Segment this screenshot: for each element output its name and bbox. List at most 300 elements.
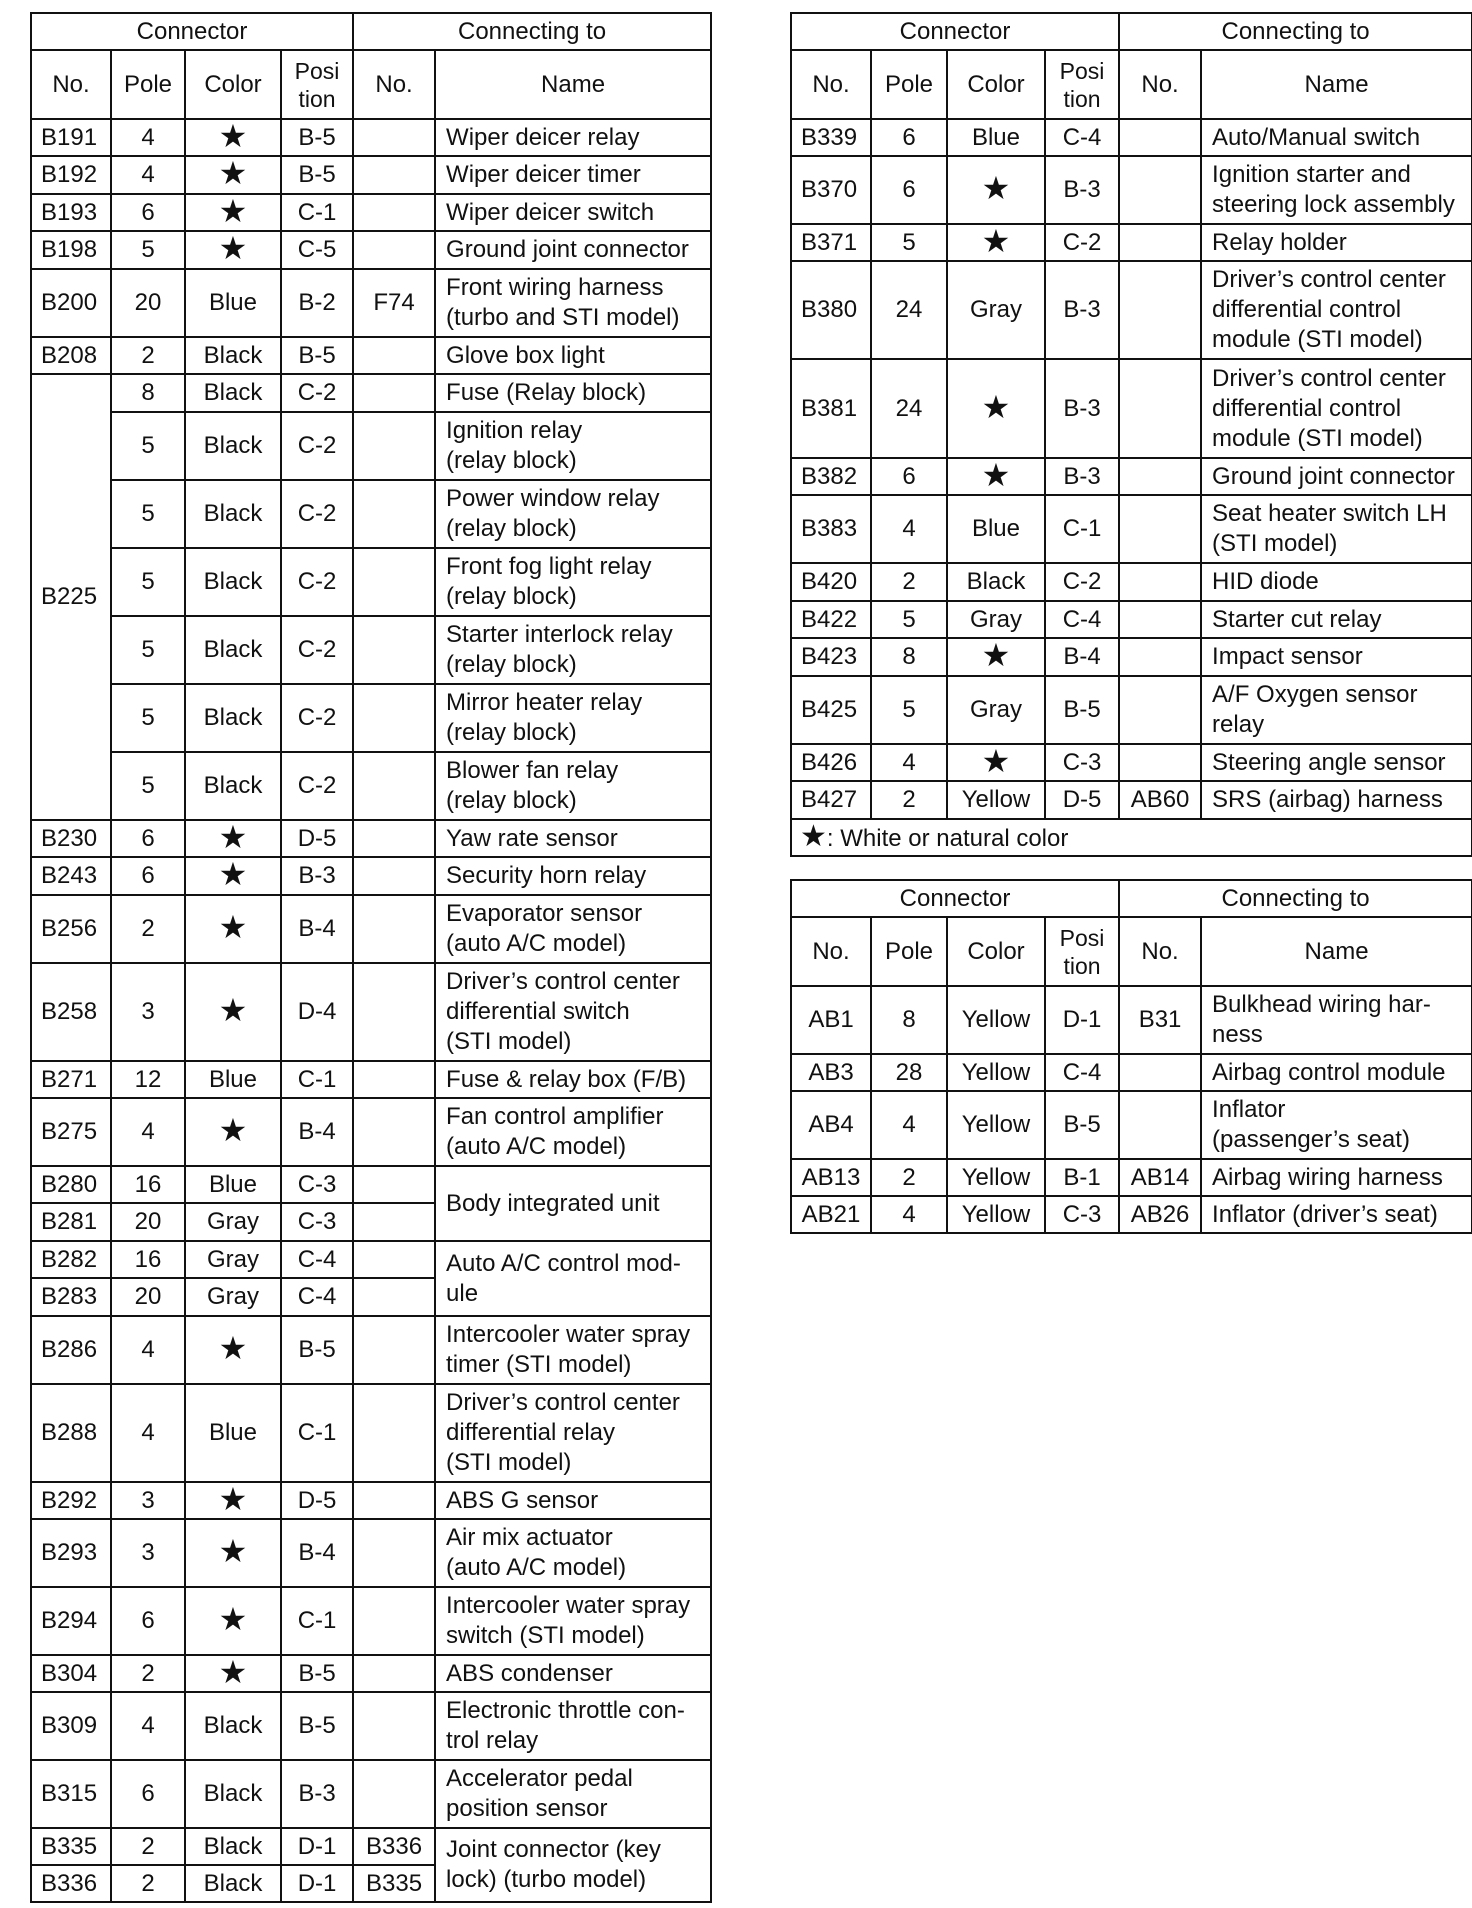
pole-count: 24 (871, 359, 947, 458)
connecting-name: Inflator (passenger’s seat) (1201, 1091, 1472, 1159)
table-row (791, 1054, 1472, 1091)
connecting-no (353, 156, 435, 194)
pole-count: 4 (111, 119, 185, 156)
connector-no: B230 (31, 820, 111, 857)
position: C-1 (1045, 495, 1119, 563)
pole-count: 4 (871, 1196, 947, 1233)
connecting-no (353, 1482, 435, 1519)
connecting-name: Security horn relay (435, 857, 711, 895)
pole-count: 4 (111, 1098, 185, 1166)
table-row (31, 194, 711, 231)
connecting-no (353, 194, 435, 231)
table-row (31, 1655, 711, 1692)
connector-no: B281 (31, 1203, 111, 1241)
header-no: No. (31, 50, 111, 119)
connector-no: B380 (791, 261, 871, 359)
pole-count: 20 (111, 1278, 185, 1316)
pole-count: 4 (111, 156, 185, 194)
connector-no: B243 (31, 857, 111, 895)
connecting-no (353, 119, 435, 156)
connector-no: AB3 (791, 1054, 871, 1091)
connector-no: B275 (31, 1098, 111, 1166)
table-row (31, 1519, 711, 1587)
position: C-2 (281, 412, 353, 480)
position: B-4 (1045, 638, 1119, 676)
position: B-5 (281, 1692, 353, 1760)
header-to-no: No. (353, 50, 435, 119)
position: C-2 (281, 684, 353, 752)
connecting-no (353, 1241, 435, 1278)
pole-count: 20 (111, 269, 185, 337)
pole-count: 6 (111, 857, 185, 895)
header-to-no: No. (1119, 50, 1201, 119)
connecting-name: Driver’s control center differential switch (STI model) (435, 963, 711, 1061)
table-row (791, 495, 1472, 563)
connector-no: B304 (31, 1655, 111, 1692)
connecting-name: Impact sensor (1201, 638, 1472, 676)
header-connecting-to: Connecting to (353, 13, 711, 50)
color: Gray (185, 1278, 281, 1316)
color: Gray (947, 261, 1045, 359)
pole-count: 4 (871, 495, 947, 563)
pole-count: 2 (111, 895, 185, 963)
position: B-2 (281, 269, 353, 337)
pole-count: 2 (111, 1655, 185, 1692)
connecting-name: Accelerator pedal position sensor (435, 1760, 711, 1828)
star-icon: ★ (185, 820, 281, 857)
connector-no: B198 (31, 231, 111, 269)
header-pole: Pole (871, 917, 947, 986)
position: B-4 (281, 1519, 353, 1587)
star-icon: ★ (185, 1482, 281, 1519)
pole-count: 4 (871, 744, 947, 781)
star-icon: ★ (185, 1655, 281, 1692)
table-row (31, 684, 711, 752)
position: B-3 (1045, 458, 1119, 495)
table-row (31, 1098, 711, 1166)
position: D-5 (281, 1482, 353, 1519)
connecting-name: Glove box light (435, 337, 711, 374)
pole-count: 5 (871, 224, 947, 261)
star-icon: ★ (185, 1098, 281, 1166)
color: Black (185, 752, 281, 820)
pole-count: 8 (871, 638, 947, 676)
connecting-no: B336 (353, 1828, 435, 1865)
color: Black (185, 337, 281, 374)
position: C-2 (281, 752, 353, 820)
connector-no: B256 (31, 895, 111, 963)
connector-no: AB21 (791, 1196, 871, 1233)
color: Black (185, 1692, 281, 1760)
table-row (791, 156, 1472, 224)
connecting-no: AB26 (1119, 1196, 1201, 1233)
connecting-no (353, 412, 435, 480)
table-row (31, 1061, 711, 1098)
star-icon: ★ (947, 224, 1045, 261)
connecting-no (353, 548, 435, 616)
position: B-3 (1045, 156, 1119, 224)
color: Yellow (947, 781, 1045, 819)
table-row (31, 119, 711, 156)
position: C-3 (281, 1166, 353, 1203)
pole-count: 20 (111, 1203, 185, 1241)
header-name: Name (435, 50, 711, 119)
connecting-no: AB60 (1119, 781, 1201, 819)
pole-count: 4 (111, 1692, 185, 1760)
pole-count: 28 (871, 1054, 947, 1091)
table-row (791, 1196, 1472, 1233)
position: B-1 (1045, 1159, 1119, 1196)
pole-count: 4 (871, 1091, 947, 1159)
table-row (791, 224, 1472, 261)
connecting-name: Auto A/C control mod- ule (435, 1241, 711, 1316)
connector-no: B381 (791, 359, 871, 458)
connector-no: B423 (791, 638, 871, 676)
pole-count: 2 (111, 1865, 185, 1902)
position: C-2 (281, 616, 353, 684)
connector-no: B271 (31, 1061, 111, 1098)
connector-no: B283 (31, 1278, 111, 1316)
connecting-name: Power window relay (relay block) (435, 480, 711, 548)
position: C-4 (1045, 601, 1119, 638)
header-position: Posi tion (281, 50, 353, 119)
star-icon: ★ (185, 895, 281, 963)
table-row (31, 1241, 711, 1278)
connecting-no (353, 1316, 435, 1384)
connecting-no (1119, 495, 1201, 563)
connecting-no (353, 1760, 435, 1828)
connecting-name: Fuse (Relay block) (435, 374, 711, 412)
connector-no: B383 (791, 495, 871, 563)
pole-count: 5 (111, 616, 185, 684)
star-icon: ★ (185, 194, 281, 231)
header-connecting-to: Connecting to (1119, 13, 1472, 50)
connector-no: B339 (791, 119, 871, 156)
table-row (31, 548, 711, 616)
position: C-1 (281, 194, 353, 231)
connector-no: B315 (31, 1760, 111, 1828)
color: Black (185, 684, 281, 752)
legend (791, 819, 1472, 856)
connecting-name: Steering angle sensor (1201, 744, 1472, 781)
table-row (31, 963, 711, 1061)
star-icon: ★ (185, 857, 281, 895)
connecting-no (1119, 458, 1201, 495)
position: C-3 (281, 1203, 353, 1241)
connector-no: B370 (791, 156, 871, 224)
legend-row (791, 819, 1472, 856)
color: Yellow (947, 1054, 1045, 1091)
color: Gray (185, 1203, 281, 1241)
pole-count: 5 (111, 684, 185, 752)
position: C-2 (1045, 563, 1119, 601)
pole-count: 3 (111, 1482, 185, 1519)
pole-count: 3 (111, 963, 185, 1061)
position: C-1 (281, 1061, 353, 1098)
table-row (791, 1091, 1472, 1159)
position: B-5 (1045, 1091, 1119, 1159)
connector-no: B425 (791, 676, 871, 744)
header-color: Color (947, 50, 1045, 119)
connecting-no (353, 1587, 435, 1655)
connecting-name: Fan control amplifier (auto A/C model) (435, 1098, 711, 1166)
position: B-4 (281, 1098, 353, 1166)
connector-no: B282 (31, 1241, 111, 1278)
color: Black (185, 1865, 281, 1902)
position: B-5 (281, 1655, 353, 1692)
connecting-no (1119, 119, 1201, 156)
connecting-no: B31 (1119, 986, 1201, 1054)
table-row (791, 986, 1472, 1054)
connecting-name: ABS G sensor (435, 1482, 711, 1519)
connector-no: B288 (31, 1384, 111, 1482)
table-row (31, 412, 711, 480)
position: B-5 (281, 156, 353, 194)
color: Gray (185, 1241, 281, 1278)
connecting-name: Driver’s control center differential control module (STI model) (1201, 261, 1472, 359)
connecting-name: Wiper deicer relay (435, 119, 711, 156)
table-row (791, 563, 1472, 601)
connector-no: B286 (31, 1316, 111, 1384)
connector-no: B192 (31, 156, 111, 194)
position: C-4 (1045, 1054, 1119, 1091)
table-row (31, 269, 711, 337)
header-name: Name (1201, 50, 1472, 119)
pole-count: 2 (871, 781, 947, 819)
connecting-no (353, 1278, 435, 1316)
connector-no: B292 (31, 1482, 111, 1519)
position: B-3 (281, 857, 353, 895)
connector-no: B258 (31, 963, 111, 1061)
pole-count: 16 (111, 1166, 185, 1203)
position: B-3 (1045, 359, 1119, 458)
color: Gray (947, 601, 1045, 638)
connecting-name: Auto/Manual switch (1201, 119, 1472, 156)
color: Black (185, 1760, 281, 1828)
star-icon: ★ (185, 1587, 281, 1655)
connecting-name: Body integrated unit (435, 1166, 711, 1241)
connecting-no (353, 1655, 435, 1692)
pole-count: 8 (871, 986, 947, 1054)
connecting-name: A/F Oxygen sensor relay (1201, 676, 1472, 744)
position: C-3 (1045, 1196, 1119, 1233)
header-connecting-to: Connecting to (1119, 880, 1472, 917)
connecting-no (353, 1384, 435, 1482)
color: Yellow (947, 986, 1045, 1054)
connecting-no (353, 895, 435, 963)
position: C-1 (281, 1587, 353, 1655)
table-row (791, 676, 1472, 744)
connecting-name: Airbag control module (1201, 1054, 1472, 1091)
pole-count: 24 (871, 261, 947, 359)
connector-table-right (790, 12, 1472, 857)
table-row (31, 820, 711, 857)
table-row (31, 1482, 711, 1519)
connecting-name: Front wiring harness (turbo and STI model) (435, 269, 711, 337)
connecting-name: Evaporator sensor (auto A/C model) (435, 895, 711, 963)
position: C-2 (281, 548, 353, 616)
color: Black (185, 1828, 281, 1865)
connecting-no: AB14 (1119, 1159, 1201, 1196)
connector-no: B422 (791, 601, 871, 638)
connecting-no (1119, 676, 1201, 744)
connecting-name: SRS (airbag) harness (1201, 781, 1472, 819)
header-color: Color (947, 917, 1045, 986)
table-row (791, 601, 1472, 638)
table-row (31, 1587, 711, 1655)
color: Blue (947, 119, 1045, 156)
position: D-4 (281, 963, 353, 1061)
connecting-name: ABS condenser (435, 1655, 711, 1692)
table-row (31, 480, 711, 548)
connecting-no: F74 (353, 269, 435, 337)
header-no: No. (791, 50, 871, 119)
connecting-no (353, 820, 435, 857)
header-position: Posi tion (1045, 917, 1119, 986)
connecting-name: Mirror heater relay (relay block) (435, 684, 711, 752)
table-row (31, 1384, 711, 1482)
star-icon: ★ (185, 1316, 281, 1384)
connector-no: B420 (791, 563, 871, 601)
position: D-1 (1045, 986, 1119, 1054)
pole-count: 4 (111, 1316, 185, 1384)
connecting-no (353, 684, 435, 752)
header-connector: Connector (791, 13, 1119, 50)
connecting-name: Intercooler water spray switch (STI model) (435, 1587, 711, 1655)
header-position: Posi tion (1045, 50, 1119, 119)
position: B-3 (1045, 261, 1119, 359)
position: B-5 (1045, 676, 1119, 744)
position: B-4 (281, 895, 353, 963)
color: Black (185, 480, 281, 548)
connecting-no (353, 1519, 435, 1587)
pole-count: 2 (871, 1159, 947, 1196)
connector-no: AB4 (791, 1091, 871, 1159)
position: C-3 (1045, 744, 1119, 781)
pole-count: 6 (871, 458, 947, 495)
position: B-5 (281, 119, 353, 156)
connecting-no (1119, 563, 1201, 601)
connecting-no (353, 337, 435, 374)
connector-no: AB13 (791, 1159, 871, 1196)
table-row (791, 1159, 1472, 1196)
table-row (31, 1692, 711, 1760)
table-row (31, 616, 711, 684)
star-icon: ★ (947, 156, 1045, 224)
pole-count: 16 (111, 1241, 185, 1278)
header-pole: Pole (871, 50, 947, 119)
table-row (31, 156, 711, 194)
table-row (31, 1166, 711, 1203)
pole-count: 6 (871, 156, 947, 224)
connecting-name: Joint connector (key lock) (turbo model) (435, 1828, 711, 1902)
table-row (31, 337, 711, 374)
connector-no: B382 (791, 458, 871, 495)
color: Blue (947, 495, 1045, 563)
connecting-name: Starter interlock relay (relay block) (435, 616, 711, 684)
position: B-3 (281, 1760, 353, 1828)
pole-count: 5 (111, 752, 185, 820)
header-to-no: No. (1119, 917, 1201, 986)
connecting-name: Relay holder (1201, 224, 1472, 261)
color: Yellow (947, 1159, 1045, 1196)
connecting-no (353, 374, 435, 412)
pole-count: 6 (111, 1587, 185, 1655)
connector-no: B200 (31, 269, 111, 337)
table-row (31, 857, 711, 895)
table-row (791, 119, 1472, 156)
color: Blue (185, 1166, 281, 1203)
pole-count: 6 (111, 820, 185, 857)
color: Black (185, 548, 281, 616)
table-row (31, 895, 711, 963)
header-connector: Connector (31, 13, 353, 50)
connecting-no (1119, 744, 1201, 781)
table-row (31, 1828, 711, 1865)
color: Blue (185, 1384, 281, 1482)
connector-no: B294 (31, 1587, 111, 1655)
pole-count: 5 (111, 231, 185, 269)
connecting-no (1119, 224, 1201, 261)
connecting-name: Seat heater switch LH (STI model) (1201, 495, 1472, 563)
connecting-name: Ignition relay (relay block) (435, 412, 711, 480)
color: Blue (185, 1061, 281, 1098)
table-row (791, 744, 1472, 781)
table-row (791, 261, 1472, 359)
star-icon: ★ (947, 458, 1045, 495)
connecting-no (353, 1061, 435, 1098)
pole-count: 3 (111, 1519, 185, 1587)
position: C-2 (1045, 224, 1119, 261)
color: Yellow (947, 1196, 1045, 1233)
pole-count: 4 (111, 1384, 185, 1482)
position: D-5 (281, 820, 353, 857)
position: C-1 (281, 1384, 353, 1482)
connector-no: B208 (31, 337, 111, 374)
table-row (791, 638, 1472, 676)
star-icon: ★ (185, 231, 281, 269)
connecting-name: Ignition starter and steering lock assembly (1201, 156, 1472, 224)
connecting-no (353, 616, 435, 684)
color: Blue (185, 269, 281, 337)
connecting-name: Air mix actuator (auto A/C model) (435, 1519, 711, 1587)
header-color: Color (185, 50, 281, 119)
position: C-5 (281, 231, 353, 269)
connecting-name: Yaw rate sensor (435, 820, 711, 857)
connecting-no (353, 1203, 435, 1241)
position: C-4 (281, 1241, 353, 1278)
table-row (31, 1760, 711, 1828)
table-row (791, 458, 1472, 495)
connecting-no (353, 857, 435, 895)
connecting-name: Bulkhead wiring har- ness (1201, 986, 1472, 1054)
pole-count: 8 (111, 374, 185, 412)
connecting-no (353, 1692, 435, 1760)
connector-no: B309 (31, 1692, 111, 1760)
connecting-no (1119, 156, 1201, 224)
connecting-no (353, 752, 435, 820)
connecting-name: Airbag wiring harness (1201, 1159, 1472, 1196)
color: Black (185, 374, 281, 412)
header-no: No. (791, 917, 871, 986)
connector-no: B280 (31, 1166, 111, 1203)
position: C-2 (281, 374, 353, 412)
connecting-name: Ground joint connector (435, 231, 711, 269)
pole-count: 12 (111, 1061, 185, 1098)
connecting-no (1119, 261, 1201, 359)
star-icon: ★ (947, 359, 1045, 458)
pole-count: 5 (871, 601, 947, 638)
